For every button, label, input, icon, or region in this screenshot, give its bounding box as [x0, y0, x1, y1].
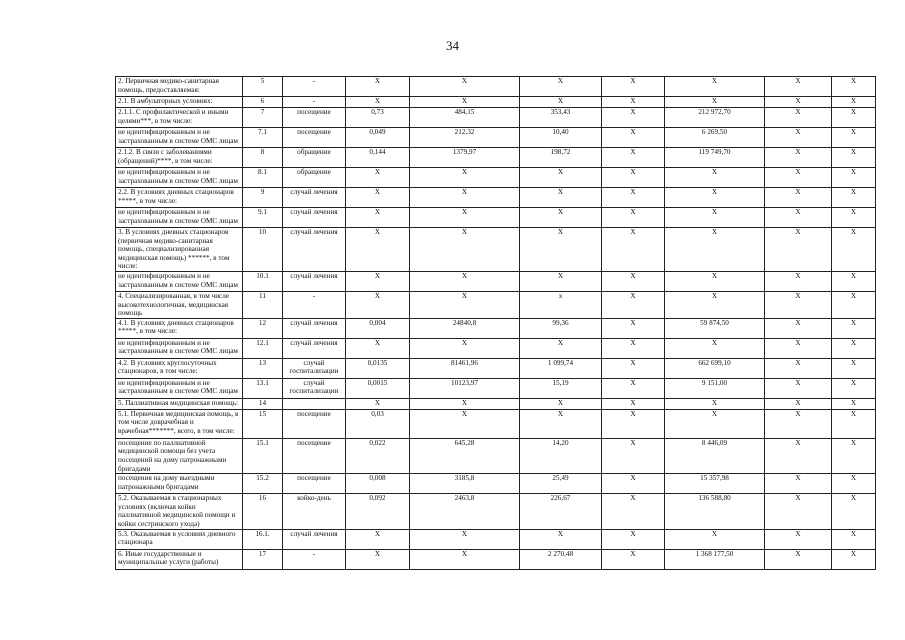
row-value-4: X: [602, 474, 665, 494]
row-number: 8.1: [243, 168, 283, 188]
row-value-5: 136 588,80: [665, 494, 765, 529]
row-value-5: X: [665, 168, 765, 188]
row-value-2: X: [410, 529, 520, 549]
row-number: 6: [243, 97, 283, 108]
row-value-7: X: [832, 77, 876, 97]
row-value-2: 3185,8: [410, 474, 520, 494]
row-value-5: X: [665, 398, 765, 409]
row-value-2: 1379,97: [410, 148, 520, 168]
row-value-7: X: [832, 438, 876, 473]
row-value-3: X: [520, 529, 602, 549]
page-number: 34: [446, 38, 459, 53]
row-value-3: 226,67: [520, 494, 602, 529]
row-value-4: X: [602, 148, 665, 168]
row-value-6: X: [765, 378, 832, 398]
row-value-7: X: [832, 168, 876, 188]
row-number: 13.1: [243, 378, 283, 398]
row-value-3: X: [520, 188, 602, 208]
row-value-2: X: [410, 77, 520, 97]
row-value-2: X: [410, 168, 520, 188]
row-value-7: X: [832, 398, 876, 409]
row-name: 6. Иные государственные и муниципальные услуги (работы): [116, 549, 243, 569]
row-unit: -: [283, 549, 346, 569]
row-value-7: X: [832, 148, 876, 168]
row-value-1: 0,0135: [346, 358, 410, 378]
row-unit: посещение: [283, 474, 346, 494]
row-value-6: X: [765, 128, 832, 148]
row-value-1: 0,049: [346, 128, 410, 148]
row-unit: случай госпитализации: [283, 358, 346, 378]
row-number: 15.1: [243, 438, 283, 473]
row-number: 8: [243, 148, 283, 168]
row-value-7: X: [832, 474, 876, 494]
row-unit: случай госпитализации: [283, 378, 346, 398]
row-unit: посещение: [283, 438, 346, 473]
row-value-5: 212 972,70: [665, 108, 765, 128]
row-value-4: X: [602, 128, 665, 148]
row-number: 12.1: [243, 338, 283, 358]
table-row: [116, 378, 876, 398]
row-value-7: X: [832, 318, 876, 338]
row-name: не идентифицированным и не застрахованным в системе ОМС лицам: [116, 338, 243, 358]
row-value-5: 15 357,98: [665, 474, 765, 494]
row-value-2: 484,15: [410, 108, 520, 128]
row-value-7: X: [832, 529, 876, 549]
row-value-1: X: [346, 529, 410, 549]
row-name: не идентифицированным и не застрахованным в системе ОМС лицам: [116, 128, 243, 148]
row-value-6: X: [765, 409, 832, 438]
row-value-7: X: [832, 228, 876, 272]
row-value-1: X: [346, 208, 410, 228]
row-value-1: X: [346, 228, 410, 272]
row-value-3: X: [520, 398, 602, 409]
table-body: [116, 77, 876, 570]
row-value-1: 0,092: [346, 494, 410, 529]
row-value-7: X: [832, 97, 876, 108]
table-row: [116, 474, 876, 494]
row-value-7: X: [832, 358, 876, 378]
row-value-3: X: [520, 228, 602, 272]
row-unit: посещение: [283, 128, 346, 148]
row-name: 4.1. В условиях дневных стационаров *****, в том числе:: [116, 318, 243, 338]
row-unit: обращение: [283, 168, 346, 188]
row-value-2: X: [410, 271, 520, 291]
row-value-6: X: [765, 208, 832, 228]
row-value-6: X: [765, 398, 832, 409]
row-value-2: X: [410, 291, 520, 318]
row-value-4: X: [602, 398, 665, 409]
row-value-7: X: [832, 128, 876, 148]
row-unit: -: [283, 97, 346, 108]
table-row: [116, 108, 876, 128]
row-number: 15: [243, 409, 283, 438]
row-value-2: 2463,8: [410, 494, 520, 529]
row-value-4: X: [602, 494, 665, 529]
row-value-5: 1 368 177,50: [665, 549, 765, 569]
row-name: 2.1. В амбулаторных условиях:: [116, 97, 243, 108]
row-number: 7: [243, 108, 283, 128]
table-row: [116, 228, 876, 272]
row-value-5: X: [665, 338, 765, 358]
table-row: [116, 291, 876, 318]
row-unit: [283, 398, 346, 409]
row-value-3: X: [520, 271, 602, 291]
row-value-2: X: [410, 398, 520, 409]
row-value-5: 6 269,50: [665, 128, 765, 148]
row-value-3: 25,49: [520, 474, 602, 494]
row-unit: случай лечения: [283, 338, 346, 358]
table-row: [116, 148, 876, 168]
row-number: 11: [243, 291, 283, 318]
row-value-5: X: [665, 529, 765, 549]
row-value-1: X: [346, 168, 410, 188]
row-name: не идентифицированным и не застрахованным в системе ОМС лицам: [116, 271, 243, 291]
table-row: [116, 208, 876, 228]
row-value-7: X: [832, 208, 876, 228]
row-value-4: X: [602, 77, 665, 97]
row-value-6: X: [765, 188, 832, 208]
row-value-6: X: [765, 271, 832, 291]
row-value-1: X: [346, 291, 410, 318]
row-value-6: X: [765, 338, 832, 358]
row-value-4: X: [602, 338, 665, 358]
row-value-2: 645,28: [410, 438, 520, 473]
table-row: [116, 398, 876, 409]
row-value-1: 0,022: [346, 438, 410, 473]
row-value-7: X: [832, 494, 876, 529]
row-number: 10: [243, 228, 283, 272]
row-value-7: X: [832, 271, 876, 291]
row-unit: койко-день: [283, 494, 346, 529]
row-name: 2.1.1. С профилактической и иными целями***, в том числе:: [116, 108, 243, 128]
row-value-3: x: [520, 291, 602, 318]
row-number: 13: [243, 358, 283, 378]
table-row: [116, 188, 876, 208]
row-value-1: X: [346, 549, 410, 569]
row-value-3: 353,43: [520, 108, 602, 128]
row-name: 2.2. В условиях дневных стационаров *****, в том числе:: [116, 188, 243, 208]
row-value-6: X: [765, 291, 832, 318]
row-value-4: X: [602, 271, 665, 291]
row-value-7: X: [832, 549, 876, 569]
row-value-7: X: [832, 409, 876, 438]
table-row: [116, 128, 876, 148]
table-row: [116, 494, 876, 529]
table-row: [116, 168, 876, 188]
row-value-3: X: [520, 208, 602, 228]
row-value-6: X: [765, 168, 832, 188]
row-value-4: X: [602, 378, 665, 398]
row-value-1: X: [346, 188, 410, 208]
row-value-6: X: [765, 97, 832, 108]
table-row: [116, 409, 876, 438]
row-number: 15.2: [243, 474, 283, 494]
row-value-6: X: [765, 108, 832, 128]
row-value-5: 662 699,10: [665, 358, 765, 378]
row-value-2: 81461,96: [410, 358, 520, 378]
row-value-1: 0,0015: [346, 378, 410, 398]
row-name: не идентифицированным и не застрахованным в системе ОМС лицам: [116, 208, 243, 228]
row-name: 3. В условиях дневных стационаров (первичная медико-санитарная помощь, специализированная медицинская помощь) ******, в том числе:: [116, 228, 243, 272]
row-value-1: 0,03: [346, 409, 410, 438]
row-value-5: X: [665, 228, 765, 272]
row-unit: случай лечения: [283, 188, 346, 208]
row-value-2: X: [410, 97, 520, 108]
row-value-4: X: [602, 228, 665, 272]
row-value-6: X: [765, 549, 832, 569]
row-value-5: 119 749,70: [665, 148, 765, 168]
row-name: 2.1.2. В связи с заболеваниями (обращений)****, в том числе:: [116, 148, 243, 168]
row-value-1: 0,004: [346, 318, 410, 338]
row-value-3: X: [520, 168, 602, 188]
row-number: 10.1: [243, 271, 283, 291]
row-value-5: 8 446,09: [665, 438, 765, 473]
table-row: [116, 529, 876, 549]
row-name: не идентифицированным и не застрахованным в системе ОМС лицам: [116, 168, 243, 188]
row-value-5: X: [665, 97, 765, 108]
row-value-1: 0,144: [346, 148, 410, 168]
row-value-7: X: [832, 291, 876, 318]
table-row: [116, 438, 876, 473]
row-unit: посещение: [283, 108, 346, 128]
row-value-2: X: [410, 409, 520, 438]
table-row: [116, 318, 876, 338]
row-name: 5. Паллиативная медицинская помощь:: [116, 398, 243, 409]
row-number: 16: [243, 494, 283, 529]
row-value-7: X: [832, 338, 876, 358]
table-row: [116, 77, 876, 97]
table-row: [116, 271, 876, 291]
row-value-2: X: [410, 549, 520, 569]
row-number: 5: [243, 77, 283, 97]
row-value-3: 15,19: [520, 378, 602, 398]
row-value-2: 212,32: [410, 128, 520, 148]
row-value-1: 0,008: [346, 474, 410, 494]
row-number: 7.1: [243, 128, 283, 148]
row-value-7: X: [832, 378, 876, 398]
row-name: посещения на дому выездными патронажными бригадами: [116, 474, 243, 494]
row-number: 9.1: [243, 208, 283, 228]
row-value-3: X: [520, 409, 602, 438]
table-row: [116, 358, 876, 378]
row-name: не идентифицированным и не застрахованным в системе ОМС лицам: [116, 378, 243, 398]
row-name: 2. Первичная медико-санитарная помощь, предоставляемая:: [116, 77, 243, 97]
row-value-5: 9 151,00: [665, 378, 765, 398]
row-value-5: X: [665, 271, 765, 291]
row-value-6: X: [765, 438, 832, 473]
row-unit: -: [283, 77, 346, 97]
row-name: 5.1. Первичная медицинская помощь, в том числе доврачебная и врачебная*******, всего, в том числе:: [116, 409, 243, 438]
row-value-4: X: [602, 97, 665, 108]
row-value-4: X: [602, 529, 665, 549]
row-unit: случай лечения: [283, 529, 346, 549]
row-value-1: X: [346, 77, 410, 97]
row-value-5: X: [665, 409, 765, 438]
row-name: 5.2. Оказываемая в стационарных условиях (включая койки паллиативной медицинской помощи и койки сестринского ухода): [116, 494, 243, 529]
row-unit: случай лечения: [283, 271, 346, 291]
row-value-6: X: [765, 358, 832, 378]
table-row: [116, 549, 876, 569]
row-value-2: X: [410, 208, 520, 228]
row-number: 16.1.: [243, 529, 283, 549]
row-value-1: 0,73: [346, 108, 410, 128]
row-name: 5.3. Оказываемая в условиях дневного стационара: [116, 529, 243, 549]
row-value-6: X: [765, 529, 832, 549]
row-value-6: X: [765, 474, 832, 494]
row-unit: обращение: [283, 148, 346, 168]
row-value-2: X: [410, 188, 520, 208]
row-unit: -: [283, 291, 346, 318]
row-value-3: 14,20: [520, 438, 602, 473]
row-name: 4. Специализированная, в том числе высокотехнологичная, медицинская помощь: [116, 291, 243, 318]
row-value-4: X: [602, 291, 665, 318]
row-value-5: X: [665, 208, 765, 228]
row-value-4: X: [602, 549, 665, 569]
row-value-3: X: [520, 97, 602, 108]
row-value-7: X: [832, 188, 876, 208]
row-value-4: X: [602, 358, 665, 378]
row-value-3: X: [520, 338, 602, 358]
row-value-6: X: [765, 494, 832, 529]
row-value-1: X: [346, 97, 410, 108]
row-number: 17: [243, 549, 283, 569]
row-name: 4.2. В условиях круглосуточных стационаров, в том числе:: [116, 358, 243, 378]
row-value-6: X: [765, 77, 832, 97]
row-value-3: 1 099,74: [520, 358, 602, 378]
row-number: 14: [243, 398, 283, 409]
row-value-1: X: [346, 338, 410, 358]
row-value-2: X: [410, 228, 520, 272]
row-value-3: 2 270,48: [520, 549, 602, 569]
row-number: 9: [243, 188, 283, 208]
row-value-3: 198,72: [520, 148, 602, 168]
row-value-4: X: [602, 188, 665, 208]
row-value-5: X: [665, 188, 765, 208]
row-unit: случай лечения: [283, 318, 346, 338]
row-value-6: X: [765, 228, 832, 272]
table-row: [116, 338, 876, 358]
row-value-4: X: [602, 318, 665, 338]
row-value-4: X: [602, 108, 665, 128]
row-value-3: X: [520, 77, 602, 97]
row-unit: случай лечения: [283, 228, 346, 272]
row-value-2: X: [410, 338, 520, 358]
row-value-1: X: [346, 271, 410, 291]
row-value-3: 10,40: [520, 128, 602, 148]
row-value-7: X: [832, 108, 876, 128]
row-value-2: 24840,8: [410, 318, 520, 338]
row-unit: посещение: [283, 409, 346, 438]
table-row: [116, 97, 876, 108]
row-value-5: 59 874,50: [665, 318, 765, 338]
row-value-6: X: [765, 318, 832, 338]
row-value-4: X: [602, 208, 665, 228]
row-value-4: X: [602, 168, 665, 188]
row-value-4: X: [602, 438, 665, 473]
row-unit: случай лечения: [283, 208, 346, 228]
row-value-6: X: [765, 148, 832, 168]
row-value-1: X: [346, 398, 410, 409]
data-table: [115, 76, 876, 570]
row-value-2: 10123,97: [410, 378, 520, 398]
row-value-3: 99,36: [520, 318, 602, 338]
row-value-4: X: [602, 409, 665, 438]
row-number: 12: [243, 318, 283, 338]
row-name: посещение по паллиативной медицинской помощи без учета посещений на дому патронажными бригадами: [116, 438, 243, 473]
row-value-5: X: [665, 77, 765, 97]
row-value-5: X: [665, 291, 765, 318]
